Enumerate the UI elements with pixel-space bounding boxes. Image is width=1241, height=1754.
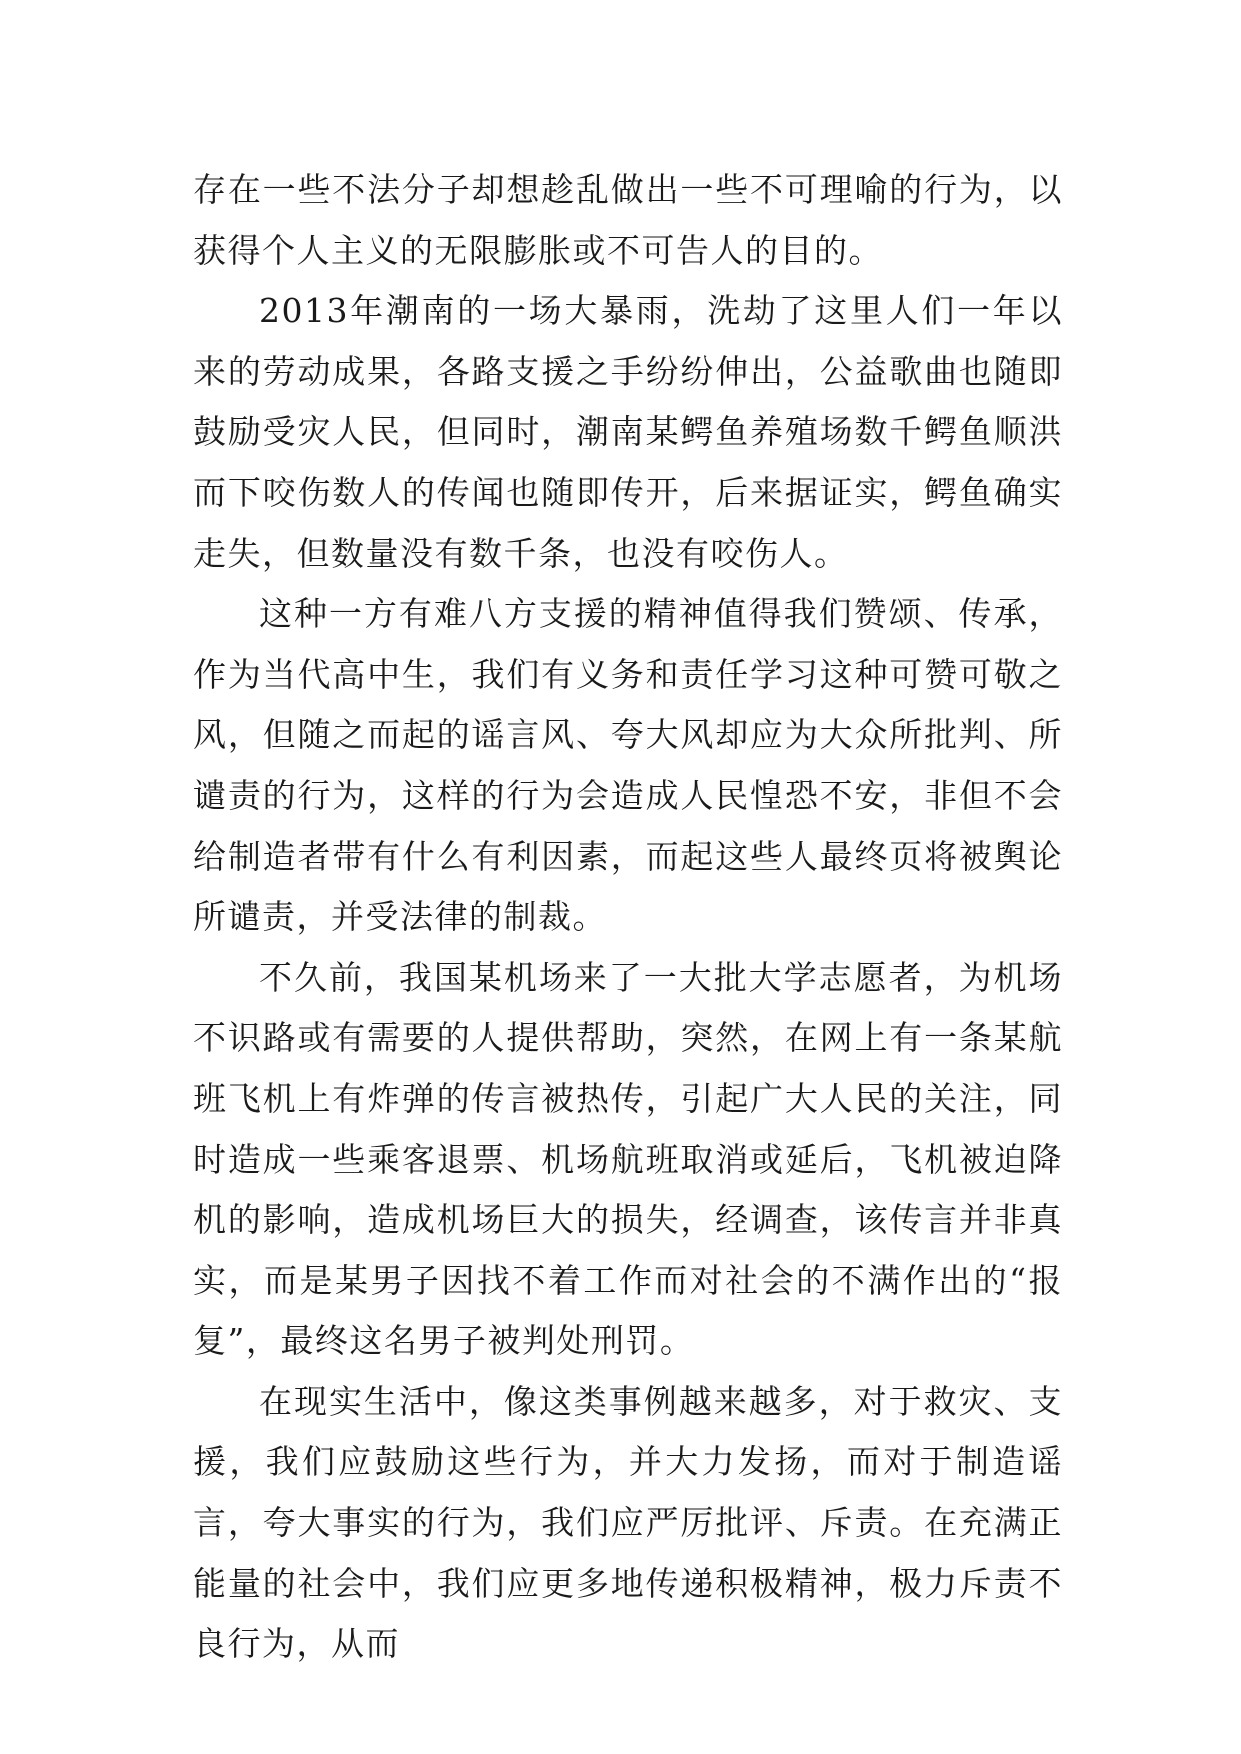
paragraph-continuation: 存在一些不法分子却想趁乱做出一些不可理喻的行为，以获得个人主义的无限膨胀或不可告人的目的。	[193, 170, 1063, 270]
document-page	[193, 160, 1063, 1675]
paragraph-support-spirit: 这种一方有难八方支援的精神值得我们赞颂、传承，作为当代高中生，我们有义务和责任学习这种可赞可敬之风，但随之而起的谣言风、夸大风却应为大众所批判、所谴责的行为，这样的行为会造成人民惶恐不安，非但不会给制造者带有什么有利因素，而起这些人最终页将被舆论所谴责，并受法律的制裁。	[193, 594, 1063, 937]
paragraph-airport-rumor: 不久前，我国某机场来了一大批大学志愿者，为机场不识路或有需要的人提供帮助，突然，在网上有一条某航班飞机上有炸弹的传言被热传，引起广大人民的关注，同时造成一些乘客退票、机场航班取消或延后，飞机被迫降机的影响，造成机场巨大的损失，经调查，该传言并非真实，而是某男子因找不着工作而对社会的不满作出的“报复”，最终这名男子被判处刑罚。	[193, 957, 1063, 1361]
paragraph-chaonan-rainstorm: 2013年潮南的一场大暴雨，洗劫了这里人们一年以来的劳动成果，各路支援之手纷纷伸出，公益歌曲也随即鼓励受灾人民，但同时，潮南某鳄鱼养殖场数千鳄鱼顺洪而下咬伤数人的传闻也随即传开，后来据证实，鳄鱼确实走失，但数量没有数千条，也没有咬伤人。	[193, 291, 1063, 573]
paragraph-real-life: 在现实生活中，像这类事例越来越多，对于救灾、支援，我们应鼓励这些行为，并大力发扬，而对于制造谣言，夸大事实的行为，我们应严厉批评、斥责。在充满正能量的社会中，我们应更多地传递积极精神，极力斥责不良行为，从而	[193, 1381, 1063, 1664]
